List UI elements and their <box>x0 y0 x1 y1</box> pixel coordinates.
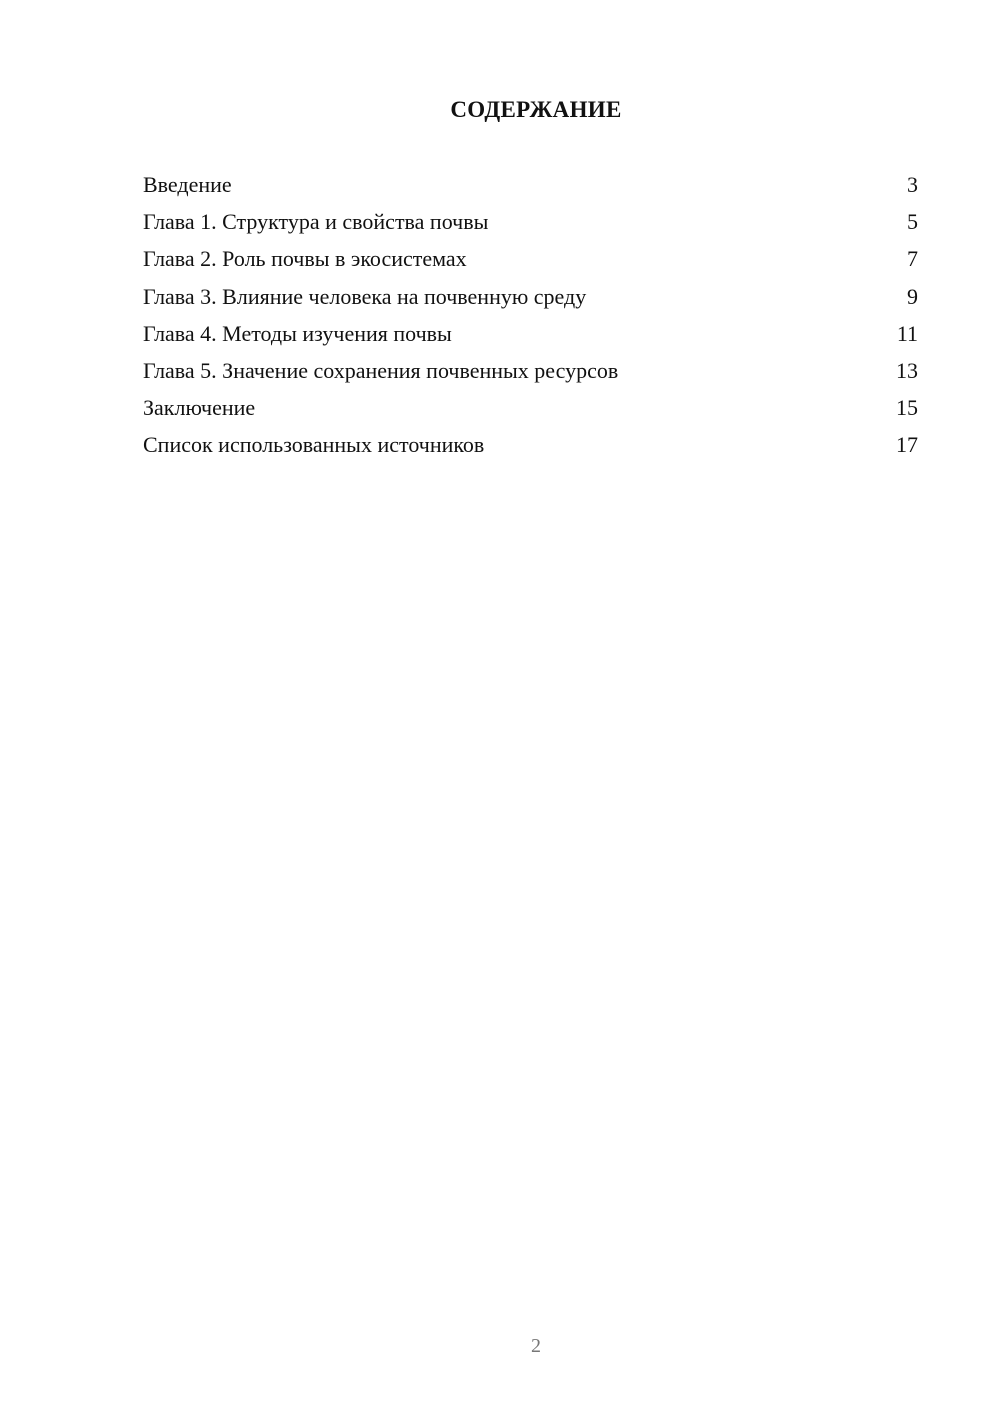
toc-entry-label: Введение <box>143 172 232 197</box>
toc-entry-references <box>143 429 918 466</box>
toc-entry-chapter-3 <box>143 281 918 318</box>
toc-entry-label: Список использованных источников <box>143 432 485 458</box>
toc-entry-page: 11 <box>896 320 918 346</box>
table-of-contents <box>143 169 918 467</box>
toc-entry-label: Глава 3. Влияние человека на почвенную среду <box>143 283 587 309</box>
toc-entry-chapter-5 <box>143 355 918 392</box>
toc-entry-label: Глава 4. Методы изучения почвы <box>143 320 452 346</box>
page-title: СОДЕРЖАНИЕ <box>450 97 622 122</box>
toc-entry-introduction <box>143 169 918 206</box>
toc-entry-label: Глава 5. Значение сохранения почвенных ресурсов <box>143 357 619 383</box>
toc-entry-page: 3 <box>907 172 918 197</box>
toc-entry-label: Заключение <box>143 395 256 421</box>
page-number: 2 <box>531 1335 541 1357</box>
toc-entry-page: 15 <box>896 395 918 421</box>
toc-entry-conclusion <box>143 392 918 429</box>
toc-entry-label: Глава 2. Роль почвы в экосистемах <box>143 246 467 272</box>
toc-entry-page: 13 <box>896 357 918 383</box>
toc-entry-page: 5 <box>907 209 918 235</box>
toc-entry-chapter-4 <box>143 318 918 355</box>
toc-entry-label: Глава 1. Структура и свойства почвы <box>143 209 489 235</box>
toc-entry-page: 17 <box>896 432 918 458</box>
toc-entry-page: 7 <box>907 246 918 272</box>
toc-entry-page: 9 <box>907 283 918 309</box>
toc-entry-chapter-1 <box>143 206 918 243</box>
toc-entry-chapter-2 <box>143 243 918 280</box>
